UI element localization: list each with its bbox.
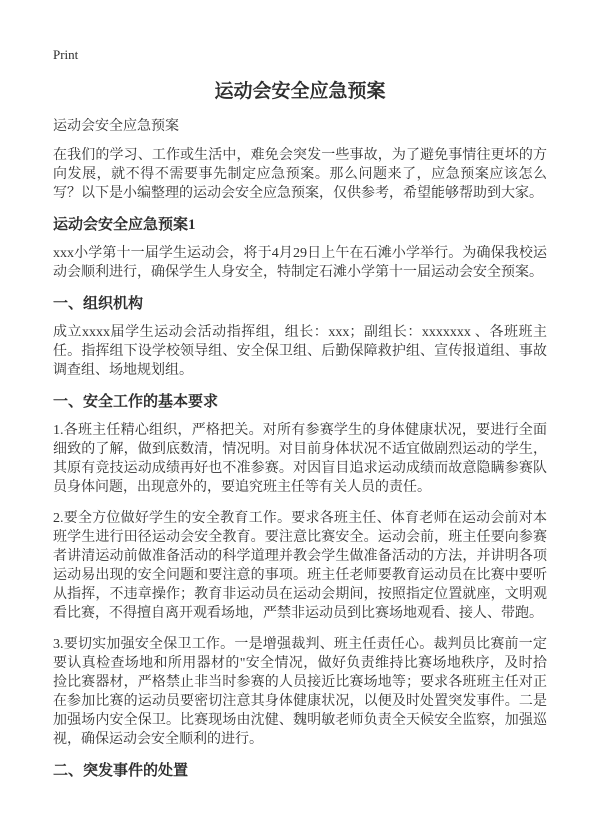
section-heading-organization: 一、组织机构 (53, 296, 144, 312)
paragraph-requirement-1: 1.各班主任精心组织，严格把关。对所有参赛学生的身体健康状况，要进行全面细致的了解，做到底数清，情况明。对目前身体状况不适宜做剧烈运动的学生，其原有竞技运动成绩再好也不准参赛。对因盲目追求运动成绩而故意隐瞒参赛队员身体问题，出现意外的，要追究班主任等有关人员的责任。 (53, 423, 547, 495)
paragraph-plan-overview: xxx小学第十一届学生运动会，将于4月29日上午在石滩小学举行。为确保我校运动会顺利进行，确保学生人身安全，特制定石滩小学第十一届运动会安全预案。 (53, 246, 547, 280)
page-title: 运动会安全应急预案 (214, 81, 386, 102)
paragraph-requirement-3: 3.要切实加强安全保卫工作。一是增强裁判、班主任责任心。裁判员比赛前一定要认真检查场地和所用器材的"安全情况，做好负责维持比赛场地秩序，及时拾捡比赛器材，严格禁止非当时参赛的人员接近比赛场地等；要求各班班主任对正在参加比赛的运动员要密切注意其身体健康状况，以便及时处置突发事件。二是加强场内安全保卫。比赛现场由沈健、魏明敏老师负责全天候安全监察，加强巡视，确保运动会安全顺利的进行。 (53, 637, 547, 747)
paragraph-organization: 成立xxxx届学生运动会活动指挥组，组长：xxx；副组长：xxxxxxx 、各班班主任。指挥组下设学校领导组、安全保卫组、后勤保障救护组、宣传报道组、事故调查组、场地规划组。 (53, 325, 547, 378)
paragraph-requirement-2: 2.要全方位做好学生的安全教育工作。要求各班主任、体育老师在运动会前对本班学生进行田径运动会安全教育。要注意比赛安全。运动会前，班主任要向参赛者讲清运动前做准备活动的科学道理并教会学生做准备活动的方法，并讲明各项运动易出现的安全问题和要注意的事项。班主任老师要教育运动员在比赛中要听从指挥，不违章操作；教育非运动员在运动会期间，按照指定位置就座，文明观看比赛，不得擅自离开观看场地，严禁非运动员到比赛场地观看、接人、带跑。 (53, 511, 547, 621)
section-heading-emergency-handling: 二、突发事件的处置 (53, 763, 189, 779)
section-heading-safety-requirements: 一、安全工作的基本要求 (53, 394, 219, 410)
section-heading-plan-1: 运动会安全应急预案1 (53, 217, 196, 233)
intro-paragraph: 在我们的学习、工作或生活中，难免会突发一些事故，为了避免事情往更坏的方向发展，就不得不需要事先制定应急预案。那么问题来了，应急预案应该怎么写？以下是小编整理的运动会安全应急预案，仅供参考，希望能够帮助到大家。 (53, 148, 547, 201)
document-subtitle: 运动会安全应急预案 (53, 119, 179, 134)
print-link[interactable]: Print (53, 47, 79, 62)
